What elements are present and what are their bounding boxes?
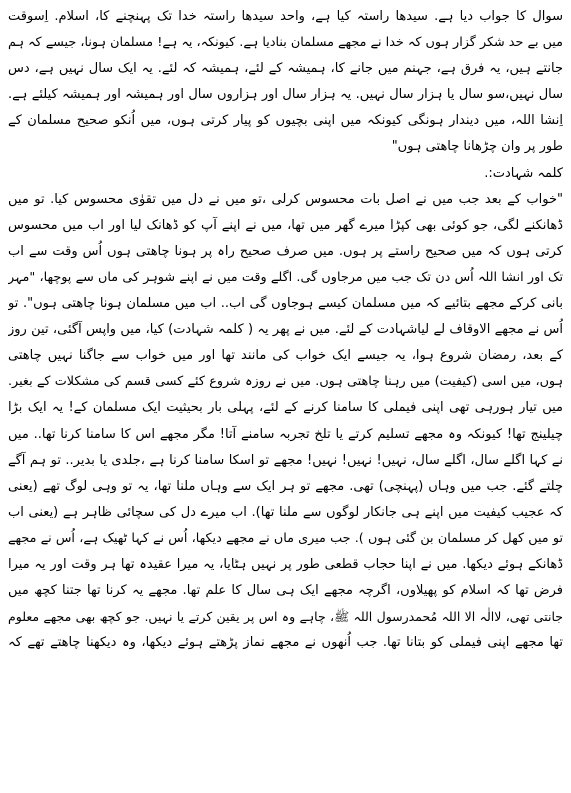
text-line: ڈھانکے ہوئے دیکھا. میں نے اپنا حجاب قطعی طور پر نہیں ہٹایا، یہ میرا عقیدہ تھا ہر وقت اور یہ میرا: [8, 556, 563, 572]
text-line: جانتے ہیں، یہ فرق ہے، جہنم میں جانے کا، ہمیشہ کے لئے، ہمیشہ کہ لئے. یہ ایک سال نہیں ہے، دس: [8, 61, 563, 77]
text-line: نے کہا اگلے سال، اگلے سال، نہیں! نہیں! نہیں! مجھے تو اسکا سامنا کرنا ہے ،جلدی یا بدیر.. تو ہم آگے: [8, 452, 563, 468]
section-heading: کلمہ شہادت:.: [484, 165, 563, 181]
text-line: "خواب کے بعد جب میں نے اصل بات محسوس کرلی ،تو میں نے دل میں تقوٰی محسوس کیا. تو میں: [8, 191, 563, 207]
text-line: ہوں، میں اسی (کیفیت) میں رہنا چاھتی ہوں. میں نے روزہ شروع کئے کسی قسم کی مشکلات کے بغیر.: [8, 374, 563, 390]
text-line: اُس نے مجھے الاوقاف لے لیاشہادت کے لئے. میں نے پھر یہ ( کلمہ شہادت) کیا، میں واپس آگئی، تین روز: [8, 322, 563, 338]
text-line: کہ عجیب کیفیت میں اپنے ہی جانکار لوگوں سے ملنا تھا). اب میرے دل کی سچائی ظاہر ہے (یعنی اب: [8, 504, 563, 520]
text-line: تک اور انشا اللہ اُس دن تک جب میں مرجاوں گی. اگلے وقت میں نے اپنے شوہر کی ماں سے پوچھا، "مہر: [8, 269, 563, 285]
text-line: سوال کا جواب دیا ہے. سیدھا راستہ کیا ہے، واحد سیدھا راستہ خدا تک پہنچنے کا، اسلام. اِسوقت: [8, 9, 563, 24]
text-line: کرتی ہوں کہ میں صحیح راستے پر ہوں. میں صرف صحیح راہ پر ہونا چاھتی ہوں اُس وقت سے اب: [8, 243, 563, 259]
text-line: تو میں کھل کر مسلمان بن گئی ہوں ). جب میری ماں نے مجھے دیکھا، اُس نے کہا ٹھیک ہے، اُس نے مجھے: [8, 530, 563, 546]
text-line: میں تیار ہورہی تھی اپنی فیملی کا سامنا کرنے کے لئے، پہلی بار بحیثیت ایک مسلمان کے! یہ ایک بڑا: [8, 400, 563, 416]
text-line: کے بعد، رمضان شروع ہوا، یہ جیسے ایک خواب کی مانند تھا اور میں خواب سے جاگنا نہیں چاھتی: [8, 348, 563, 364]
document-page: [8, 4, 563, 656]
text-line: تھا مجھے اپنی فیملی کو بتانا تھا. جب اُنھوں نے مجھے نماز پڑھتے ہوئے دیکھا، وہ دیکھنا چاھتے تھے کہ: [8, 635, 563, 651]
text-line: اِنشا اللہ، میں دیندار ہونگی کیونکہ میں اپنی بچیوں کو پیار کرتی ہوں، میں اُنکو صحیح مسلمان کے: [8, 113, 563, 129]
text-line: ڈھانکنے لگی، جو کوئی بھی کپڑا میرے گھر میں تھا، میں نے اپنے آپ کو ڈھانک لیا اور اب میں محسوس: [8, 217, 563, 233]
text-line: چلتے گئے. جب میں وہاں (پہنچی) تھی. مجھے تو ہر ایک سے وہاں ملنا تھا، یہ تو وہی لوگ تھے (یعنی: [8, 478, 563, 494]
text-line: بانی کرکے مجھے بتائیے کہ میں مسلمان کیسے ہوجاوں گی اب.. اب میں مسلمان ہونا چاھتی ہوں". تو: [8, 296, 563, 312]
text-line: سال نہیں،سو سال یا ہزار سال نہیں. یہ ہزار سال اور ہزاروں سال اور ہمیشہ اور ہمیشہ کیلئے ہے.: [8, 87, 563, 103]
text-line: جانتی تھی، لاالٰہ الا اللہ مُحمدرسول اللہ ﷺ، چاہے وہ اس پر یقین کرتے یا نہیں. جو کچھ بھی مجھے معلوم: [8, 609, 563, 625]
text-line: میں بے حد شکر گزار ہوں کہ خدا نے مجھے مسلمان بنادیا ہے. کیونکہ، یہ ہے! مسلمان ہونا، جیسے کہ ہم: [8, 35, 563, 51]
text-line: فرض تھا کہ اسلام کو پھیلاوں، اگرچہ مجھے ایک ہی سال کا علم تھا. مجھے یہ کرنا تھا جتنا کچھ میں: [8, 583, 563, 599]
text-line: طور پر وان چڑھانا چاھتی ہوں": [391, 139, 563, 155]
text-line: چیلینج تھا! کیونکہ وہ مجھے تسلیم کرتے یا تلخ تجربہ سامنے آتا! مگر مجھے اس کا سامنا کرنا تھا.. میں: [8, 426, 563, 442]
